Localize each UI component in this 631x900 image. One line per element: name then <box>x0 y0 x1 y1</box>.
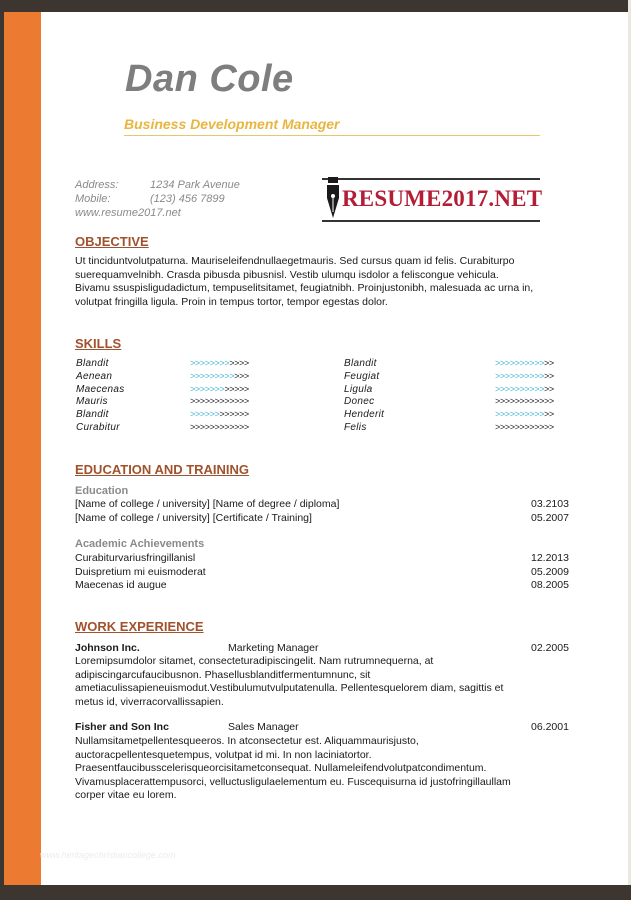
job-title: Business Development Manager <box>124 116 340 132</box>
mobile-value: (123) 456 7899 <box>150 193 225 205</box>
skill-name: Donec <box>344 396 375 408</box>
job-description-line: metus id, viverracorvallissapien. <box>75 695 224 708</box>
job-description-line: Praesentfaucibusscelerisqueorcisitametconsequat. Nullameleifendvolutpatcondimentum. <box>75 762 487 774</box>
achievement-date: 08.2005 <box>531 579 569 591</box>
mobile-label: Mobile: <box>75 193 111 205</box>
skill-level-bar: >>>>>>>>>>>> <box>495 371 554 382</box>
skill-level-bar: >>>>>>>>>>>> <box>190 423 249 433</box>
skill-name: Blandit <box>76 358 109 369</box>
education-heading: EDUCATION AND TRAINING <box>75 462 250 477</box>
objective-heading: OBJECTIVE <box>75 234 149 249</box>
orange-sidebar <box>4 12 41 885</box>
top-frame-bar <box>0 0 631 12</box>
bottom-frame-bar <box>0 885 631 900</box>
skill-level-bar: >>>>>>>>>>>> <box>495 397 554 408</box>
job-description-line: corper vitae eu lorem. <box>75 789 177 801</box>
job-company: Johnson Inc. <box>75 642 140 654</box>
skills-heading: SKILLS <box>75 336 122 351</box>
objective-line: volutpat fringilla ligula. Proin in tempus tortor, tempor egestas dolor. <box>75 295 388 308</box>
candidate-name: Dan Cole <box>125 58 294 100</box>
contact-mobile <box>75 193 225 205</box>
education-date: 05.2007 <box>531 512 569 524</box>
job-date: 02.2005 <box>531 642 569 654</box>
watermark: www.heritagechristiancollege.com <box>40 850 176 860</box>
job-role: Marketing Manager <box>228 642 319 654</box>
address-label: Address: <box>75 179 119 191</box>
achievement-date: 12.2013 <box>531 552 569 564</box>
job-role: Sales Manager <box>228 721 299 733</box>
education-date: 03.2103 <box>531 498 569 510</box>
education-row: [Name of college / university] [Certificate / Training] <box>75 512 312 524</box>
skill-level-bar: >>>>>>>>>>>> <box>495 384 554 395</box>
achievement-row: Curabiturvariusfringillanisl <box>75 552 196 564</box>
job-description <box>75 655 575 709</box>
skill-name: Blandit <box>76 409 109 421</box>
skill-name: Maecenas <box>76 383 125 395</box>
skill-name: Felis <box>344 422 367 433</box>
job-company: Fisher and Son Inc <box>75 721 169 733</box>
skill-level-bar: >>>>>>>>>>>> <box>495 423 554 433</box>
objective-text <box>75 255 575 309</box>
skill-level-bar: >>>>>>>>>>>> <box>190 384 249 395</box>
work-heading: WORK EXPERIENCE <box>75 619 204 634</box>
skill-name: Ligula <box>344 383 373 395</box>
job-description-line: Nullamsitametpellentesqueeros. In atconsectetur est. Aliquammaurisjusto, <box>75 735 419 747</box>
education-subheading: Education <box>75 485 129 497</box>
logo-text: RESUME2017.NET <box>342 186 543 211</box>
achievement-row: Maecenas id augue <box>75 579 167 591</box>
skill-name: Aenean <box>76 370 113 382</box>
skill-level-bar: >>>>>>>>>>>> <box>190 371 249 382</box>
skill-level-bar: >>>>>>>>>>>> <box>190 410 249 421</box>
fountain-pen-icon <box>327 177 339 218</box>
website-link[interactable]: www.resume2017.net <box>75 207 181 219</box>
job-description-line: auctoracpellentesquetempus, volutpat id mi. In non laciniatortor. <box>75 748 372 761</box>
job-description <box>75 735 575 803</box>
achievements-subheading: Academic Achievements <box>75 538 205 550</box>
job-description-line: ametiaculissapieneuismodut.Vestibulumutvulputatenulla. Pellentesquelorem diam, sagittis et <box>75 682 504 694</box>
skill-name: Blandit <box>344 358 377 369</box>
achievement-row: Duispretium mi euismoderat <box>75 566 206 578</box>
skill-level-bar: >>>>>>>>>>>> <box>495 359 554 369</box>
achievement-date: 05.2009 <box>531 566 569 578</box>
skill-level-bar: >>>>>>>>>>>> <box>190 359 249 369</box>
contact-address <box>75 179 240 191</box>
skill-level-bar: >>>>>>>>>>>> <box>495 410 554 421</box>
job-date: 06.2001 <box>531 721 569 733</box>
address-value: 1234 Park Avenue <box>150 179 240 191</box>
objective-line: Bivamu ssuspisligudadictum, tempuselitsitamet, feugiatnibh. Proinjustonibh, malesuada ac urna in, <box>75 282 534 294</box>
title-divider <box>124 135 540 136</box>
skill-name: Henderit <box>344 409 385 421</box>
job-description-line: Loremipsumdolor sitamet, consecteturadipiscingelit. Nam rutrumnequerna, at <box>75 655 434 667</box>
skill-name: Curabitur <box>76 422 120 433</box>
objective-line: Ut tinciduntvolutpaturna. Mauriseleifendnullaegetmauris. Sed cursus quam id felis. Curabiturpo <box>75 255 515 267</box>
education-row: [Name of college / university] [Name of degree / diploma] <box>75 498 340 510</box>
job-description-line: adipiscingarcufaucibusnon. Phasellusblanditfermentumnunc, sit <box>75 668 371 681</box>
objective-line: suerequamvelnibh. Crasda pibusda pibusnisl. Vestib ulumqu isdolor a feliscongue vehicula. <box>75 268 499 281</box>
skill-level-bar: >>>>>>>>>>>> <box>190 397 249 408</box>
skill-name: Feugiat <box>344 370 380 382</box>
job-description-line: Vivamusplacerattempusorci, velluctusligulaelementum eu. Fuscequisurna id justofringillaullam <box>75 775 511 788</box>
skill-name: Mauris <box>76 396 108 408</box>
